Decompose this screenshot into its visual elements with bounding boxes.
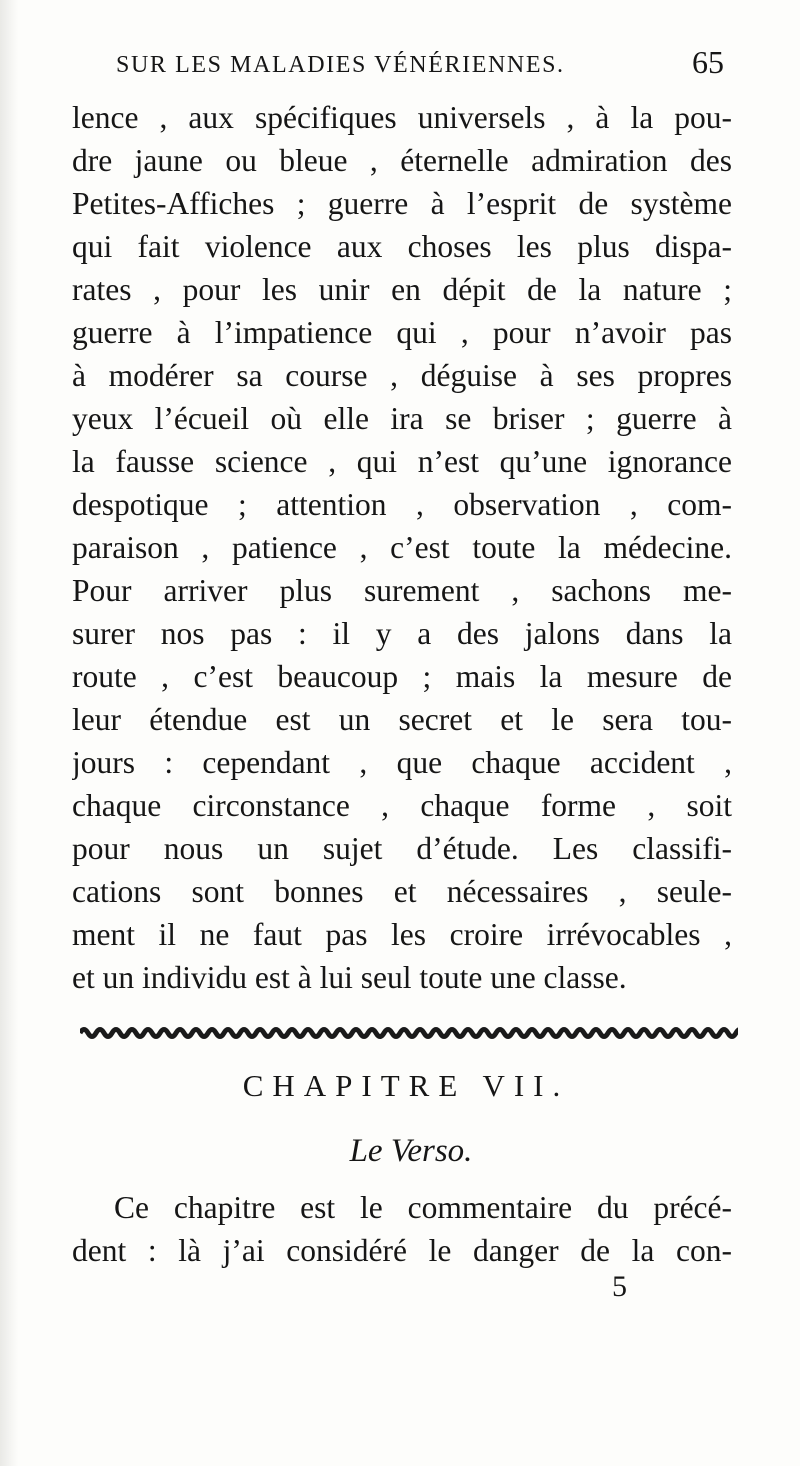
text-line: pour nous un sujet d’étude. Les classifi-	[72, 831, 732, 866]
text-line: chaque circonstance , chaque forme , soit	[72, 788, 732, 823]
chapter-subtitle: Le Verso.	[349, 1133, 473, 1169]
page-gutter-shadow	[0, 0, 18, 1466]
ornament-wave-icon	[80, 1018, 738, 1048]
text-line: qui fait violence aux choses les plus dispa-	[72, 229, 732, 264]
text-line: ment il ne faut pas les croire irrévocables ,	[72, 917, 732, 952]
text-line: surer nos pas : il y a des jalons dans la	[72, 616, 732, 651]
text-line: la fausse science , qui n’est qu’une ignorance	[72, 444, 732, 479]
text-line: yeux l’écueil où elle ira se briser ; guerre à	[72, 401, 732, 436]
ornament-wave-path	[80, 1030, 738, 1037]
chapter-title: CHAPITRE VII.	[242, 1068, 570, 1103]
text-line: cations sont bonnes et nécessaires , seule-	[72, 874, 732, 909]
text-line: route , c’est beaucoup ; mais la mesure de	[72, 659, 732, 694]
text-line: paraison , patience , c’est toute la médecine.	[72, 530, 732, 565]
text-line: et un individu est à lui seul toute une classe.	[72, 960, 627, 995]
decorative-rule	[80, 1018, 738, 1048]
page-number: 65	[692, 44, 724, 80]
text-line: leur étendue est un secret et le sera tou-	[72, 702, 732, 737]
text-line: Pour arriver plus surement , sachons me-	[72, 573, 732, 608]
text-line: Petites-Affiches ; guerre à l’esprit de système	[72, 186, 732, 221]
text-line: despotique ; attention , observation , com-	[72, 487, 732, 522]
chapter-paragraph	[72, 1186, 732, 1272]
main-paragraph	[72, 96, 732, 999]
running-head: SUR LES MALADIES VÉNÉRIENNES.	[116, 52, 565, 78]
text-line: rates , pour les unir en dépit de la nature ;	[72, 272, 732, 307]
page-header	[72, 42, 732, 90]
text-line: jours : cependant , que chaque accident ,	[72, 745, 732, 780]
text-line: dent : là j’ai considéré le danger de la con-	[72, 1233, 732, 1268]
text-line: dre jaune ou bleue , éternelle admiration des	[72, 143, 732, 178]
signature-mark: 5	[612, 1270, 627, 1303]
text-line: Ce chapitre est le commentaire du précé-	[114, 1190, 732, 1225]
text-line: lence , aux spécifiques universels , à la pou-	[72, 100, 732, 135]
text-line: à modérer sa course , déguise à ses propres	[72, 358, 732, 393]
text-line: guerre à l’impatience qui , pour n’avoir pas	[72, 315, 732, 350]
